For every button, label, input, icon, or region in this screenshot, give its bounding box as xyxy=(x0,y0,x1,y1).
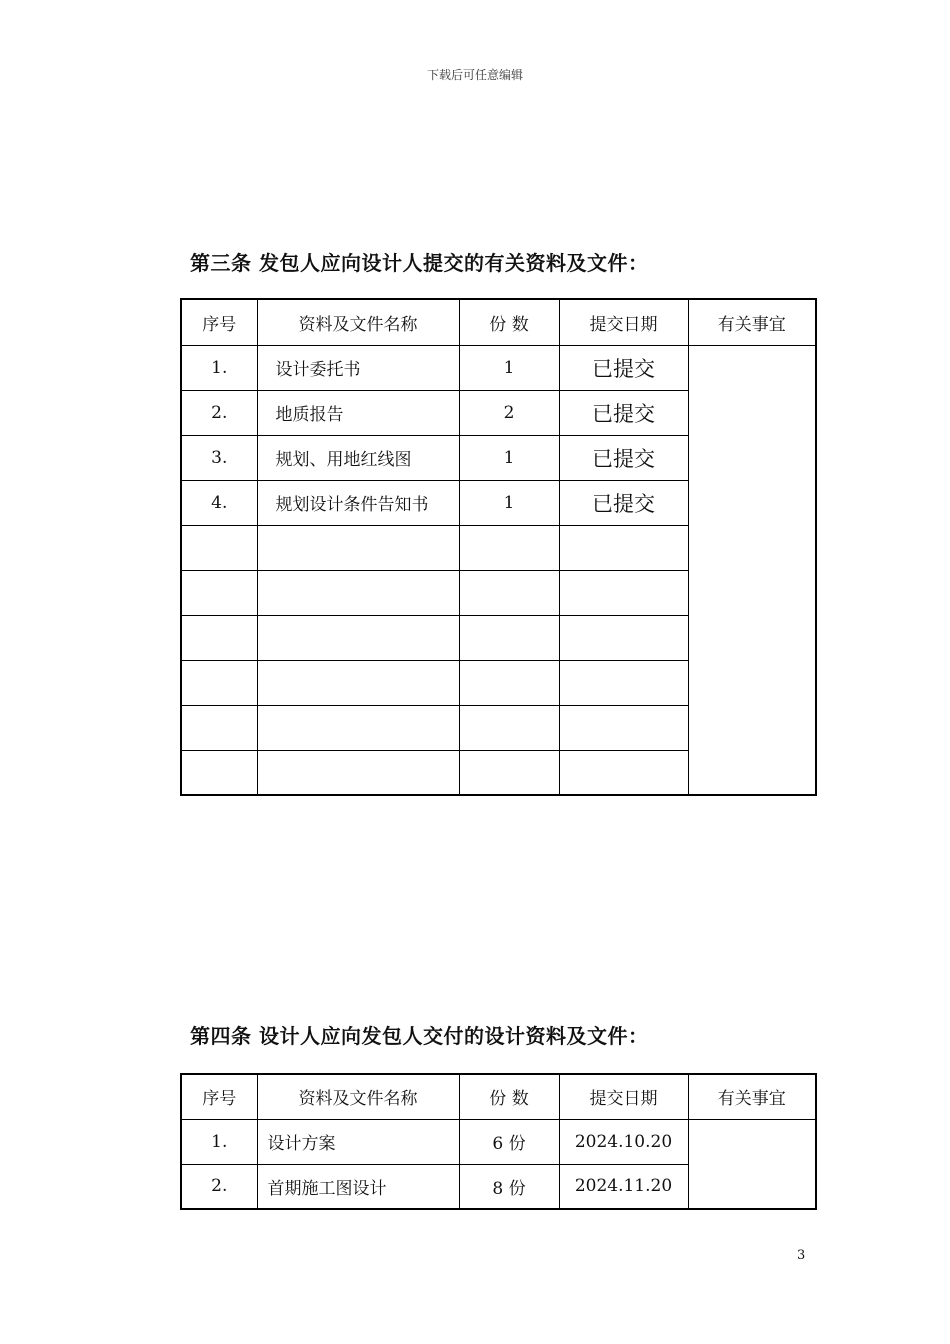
header-note: 下载后可任意编辑 xyxy=(426,68,523,82)
col-header-no: 序号 xyxy=(181,1074,257,1119)
empty-cell xyxy=(181,615,257,660)
col-header-notes: 有关事宜 xyxy=(688,1074,816,1119)
row-name: 地质报告 xyxy=(257,390,459,435)
row-no: 1. xyxy=(181,1119,257,1164)
empty-cell xyxy=(181,750,257,795)
col-header-count: 份 数 xyxy=(459,299,559,345)
row-date: 2024.11.20 xyxy=(559,1164,688,1209)
empty-cell xyxy=(559,705,688,750)
empty-cell xyxy=(559,525,688,570)
row-count: 8 份 xyxy=(459,1164,559,1209)
empty-cell xyxy=(181,570,257,615)
col-header-count: 份 数 xyxy=(459,1074,559,1119)
row-no: 3. xyxy=(181,435,257,480)
empty-cell xyxy=(559,750,688,795)
row-count: 1 xyxy=(459,345,559,390)
empty-cell xyxy=(459,750,559,795)
row-name: 规划设计条件告知书 xyxy=(257,480,459,525)
row-no: 4. xyxy=(181,480,257,525)
table-row xyxy=(181,1119,816,1164)
row-name: 设计方案 xyxy=(257,1119,459,1164)
row-count: 6 份 xyxy=(459,1119,559,1164)
row-date: 2024.10.20 xyxy=(559,1119,688,1164)
row-count: 1 xyxy=(459,435,559,480)
empty-cell xyxy=(459,660,559,705)
page-number: 3 xyxy=(797,1248,806,1263)
col-header-name: 资料及文件名称 xyxy=(257,299,459,345)
empty-cell xyxy=(257,705,459,750)
empty-cell xyxy=(181,705,257,750)
row-date: 已提交 xyxy=(559,480,688,525)
notes-cell xyxy=(688,345,816,795)
empty-cell xyxy=(559,570,688,615)
row-name: 规划、用地红线图 xyxy=(257,435,459,480)
empty-cell xyxy=(459,525,559,570)
notes-cell xyxy=(688,1119,816,1209)
table-header-row xyxy=(181,299,816,345)
col-header-notes: 有关事宜 xyxy=(688,299,816,345)
empty-cell xyxy=(459,615,559,660)
empty-cell xyxy=(459,570,559,615)
empty-cell xyxy=(257,660,459,705)
empty-cell xyxy=(459,705,559,750)
row-no: 2. xyxy=(181,390,257,435)
row-date: 已提交 xyxy=(559,390,688,435)
section3-title: 第三条 发包人应向设计人提交的有关资料及文件： xyxy=(190,251,649,275)
row-no: 2. xyxy=(181,1164,257,1209)
row-name: 设计委托书 xyxy=(257,345,459,390)
empty-cell xyxy=(181,660,257,705)
empty-cell xyxy=(559,615,688,660)
col-header-name: 资料及文件名称 xyxy=(257,1074,459,1119)
row-date: 已提交 xyxy=(559,435,688,480)
col-header-date: 提交日期 xyxy=(559,299,688,345)
empty-cell xyxy=(257,750,459,795)
row-date: 已提交 xyxy=(559,345,688,390)
section4-title: 第四条 设计人应向发包人交付的设计资料及文件： xyxy=(190,1024,649,1048)
table-row xyxy=(181,345,816,390)
table-header-row xyxy=(181,1074,816,1119)
empty-cell xyxy=(257,615,459,660)
col-header-no: 序号 xyxy=(181,299,257,345)
submission-table xyxy=(180,298,817,796)
empty-cell xyxy=(559,660,688,705)
row-name: 首期施工图设计 xyxy=(257,1164,459,1209)
row-count: 2 xyxy=(459,390,559,435)
row-no: 1. xyxy=(181,345,257,390)
empty-cell xyxy=(257,525,459,570)
delivery-table xyxy=(180,1073,817,1210)
empty-cell xyxy=(257,570,459,615)
empty-cell xyxy=(181,525,257,570)
col-header-date: 提交日期 xyxy=(559,1074,688,1119)
row-count: 1 xyxy=(459,480,559,525)
